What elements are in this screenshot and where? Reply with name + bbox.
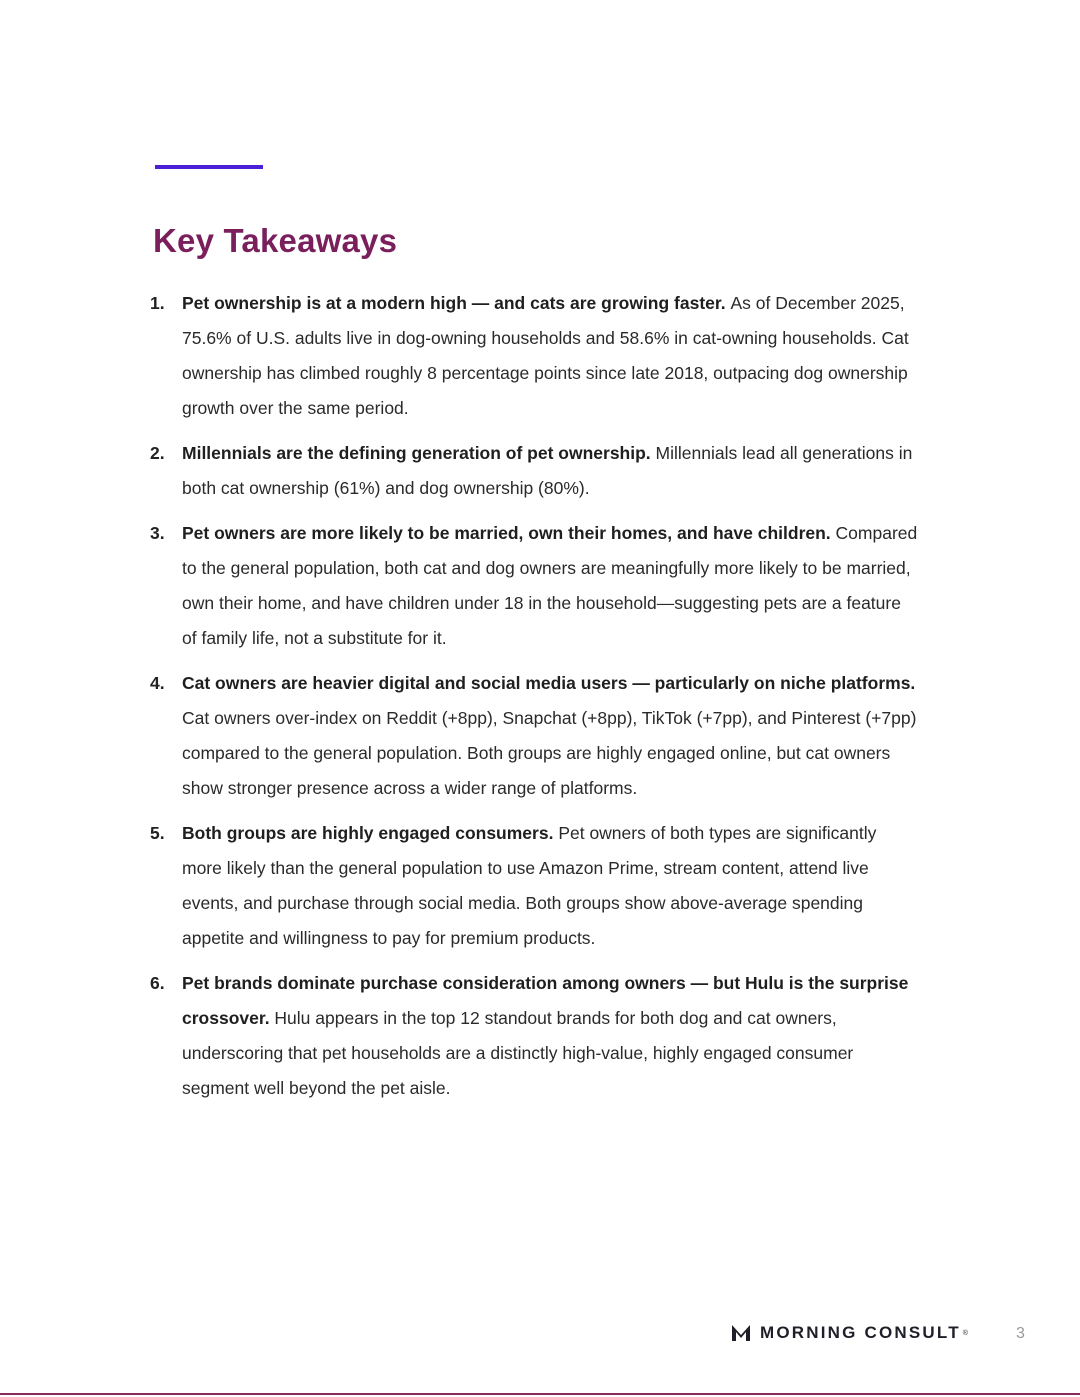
takeaway-item-6 (150, 966, 920, 1106)
takeaway-number: 5. (150, 823, 165, 843)
takeaway-number: 3. (150, 523, 165, 543)
takeaway-number: 6. (150, 973, 165, 993)
morning-consult-logo (730, 1322, 968, 1344)
takeaway-heading: Pet brands dominate purchase consideration among owners — but Hulu is the surprise crossover. (182, 973, 909, 1028)
takeaway-number: 2. (150, 443, 165, 463)
takeaway-item-5 (150, 816, 920, 956)
takeaway-item-3 (150, 516, 920, 656)
trademark-symbol: ® (962, 1329, 968, 1337)
takeaway-body: Millennials lead all generations in both cat ownership (61%) and dog ownership (80%). (182, 443, 913, 498)
takeaway-heading: Pet owners are more likely to be married, own their homes, and have children. (182, 523, 836, 543)
morning-consult-logo-icon (730, 1322, 752, 1344)
takeaway-body: Pet owners of both types are significantly more likely than the general population to use Amazon Prime, stream content, attend live events, and purchase through social media. Both groups show above-average spending appetite and willingness to pay for premium products. (182, 823, 877, 948)
takeaway-item-2 (150, 436, 920, 506)
takeaway-number: 4. (150, 673, 165, 693)
brand-name: MORNING CONSULT (760, 1323, 961, 1342)
takeaway-body: Hulu appears in the top 12 standout brands for both dog and cat owners, underscoring that pet households are a distinctly high-value, highly engaged consumer segment well beyond the pet aisle. (182, 1008, 854, 1098)
takeaway-heading: Both groups are highly engaged consumers. (182, 823, 559, 843)
takeaway-body: Cat owners over-index on Reddit (+8pp), Snapchat (+8pp), TikTok (+7pp), and Pinterest (+7pp) compared to the general population. Both groups are highly engaged online, but cat owners show stronger presence across a wider range of platforms. (182, 708, 917, 798)
takeaway-item-1 (150, 286, 920, 426)
accent-bar (155, 165, 263, 169)
takeaway-heading: Pet ownership is at a modern high — and cats are growing faster. (182, 293, 731, 313)
takeaway-heading: Millennials are the defining generation of pet ownership. (182, 443, 656, 463)
takeaway-body: Compared to the general population, both cat and dog owners are meaningfully more likely to be married, own their home, and have children under 18 in the household—suggesting pets are a feature of family life, not a substitute for it. (182, 523, 918, 648)
takeaway-item-4 (150, 666, 920, 806)
takeaway-body: As of December 2025, 75.6% of U.S. adults live in dog-owning households and 58.6% in cat-owning households. Cat ownership has climbed roughly 8 percentage points since late 2018, outpacing dog ownership growth over the same period. (182, 293, 909, 418)
takeaway-list (150, 286, 920, 1106)
takeaway-number: 1. (150, 293, 165, 313)
page-title: Key Takeaways (153, 222, 398, 259)
takeaway-heading: Cat owners are heavier digital and social media users — particularly on niche platforms. (182, 673, 916, 693)
page-number: 3 (1016, 1325, 1025, 1342)
bottom-rule (0, 1393, 1080, 1395)
